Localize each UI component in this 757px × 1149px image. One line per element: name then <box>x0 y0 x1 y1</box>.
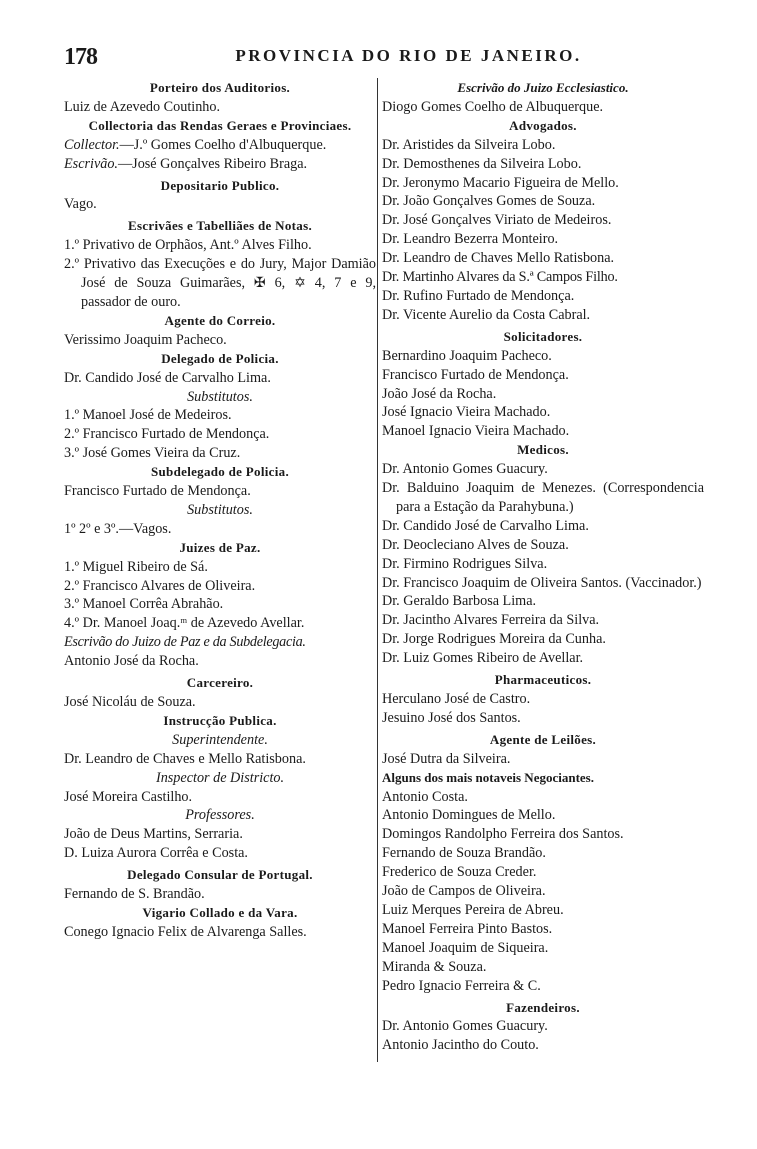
escrivao-paz-heading: Escrivão do Juizo de Paz e da Subdelegacia. <box>64 634 306 651</box>
solicitador-item: José Ignacio Vieira Machado. <box>382 404 551 421</box>
fazendeiros-heading: Fazendeiros. <box>506 999 580 1015</box>
carcereiro-heading: Carcereiro. <box>186 675 254 691</box>
advogado-item: Dr. Demosthenes da Silveira Lobo. <box>382 155 582 172</box>
negociante-item: João de Campos de Oliveira. <box>382 883 546 900</box>
advogado-item: Dr. Vicente Aurelio da Costa Cabral. <box>382 306 591 323</box>
vigario-name: Conego Ignacio Felix de Alvarenga Salles. <box>64 923 307 940</box>
negociantes-heading: Alguns dos mais notaveis Negociantes. <box>382 769 594 785</box>
inspector-name: José Moreira Castilho. <box>64 788 193 805</box>
correio-heading: Agente do Correio. <box>164 312 276 328</box>
right-column <box>382 79 704 1055</box>
juiz-item: 4.º Dr. Manoel Joaq.ᵐ de Azevedo Avellar. <box>64 615 305 632</box>
inspector-heading: Inspector de Districto. <box>155 769 285 786</box>
negociante-item: Luiz Merques Pereira de Abreu. <box>382 901 564 918</box>
solicitador-item: João José da Rocha. <box>382 385 497 402</box>
collectoria-escrivao-line <box>64 155 376 174</box>
superintendente-heading: Superintendente. <box>172 731 268 748</box>
delegado-name: Dr. Candido José de Carvalho Lima. <box>64 369 271 386</box>
subdelegado-substitutos-value: 1º 2º e 3º.—Vagos. <box>64 520 172 537</box>
professores-heading: Professores. <box>185 807 255 824</box>
advogados-heading: Advogados. <box>509 117 577 133</box>
pharmaceutico-item: Herculano José de Castro. <box>382 691 531 707</box>
delegado-substituto: 1.º Manoel José de Medeiros. <box>64 407 232 424</box>
negociante-item: Frederico de Souza Creder. <box>382 864 537 881</box>
porteiro-heading: Porteiro dos Auditorios. <box>149 80 291 95</box>
negociante-item: Fernando de Souza Brandão. <box>382 845 546 862</box>
subdelegado-substitutos-heading: Substitutos. <box>187 501 253 518</box>
solicitadores-heading: Solicitadores. <box>503 328 583 344</box>
solicitador-item: Bernardino Joaquim Pacheco. <box>382 347 552 364</box>
medico-item: Dr. Firmino Rodrigues Silva. <box>382 555 548 572</box>
subdelegado-heading: Subdelegado de Policia. <box>151 464 289 480</box>
collector-value: —J.º Gomes Coelho d'Albuquerque. <box>119 136 327 153</box>
collectoria-heading: Collectoria das Rendas Geraes e Provinciaes. <box>88 117 352 133</box>
fazendeiro-item: Antonio Jacintho do Couto. <box>382 1037 539 1054</box>
solicitador-item: Manoel Ignacio Vieira Machado. <box>382 423 570 440</box>
collectoria-escrivao-value: —José Gonçalves Ribeiro Braga. <box>117 155 308 172</box>
negociante-item: Pedro Ignacio Ferreira & C. <box>382 977 541 994</box>
negociante-item: Miranda & Souza. <box>382 958 487 975</box>
escrivaes-item: 2.º Privativo das Execuções e do Jury, Major Damião José de Souza Guimarães, ✠ 6, ✡ 4, 7 e 9, passador de ouro. <box>64 256 376 310</box>
eclesiastico-heading: Escrivão do Juizo Ecclesiastico. <box>457 80 629 95</box>
consular-heading: Delegado Consular de Portugal. <box>127 867 313 883</box>
delegado-heading: Delegado de Policia. <box>161 350 279 366</box>
leiloes-heading: Agente de Leilões. <box>489 731 597 747</box>
medico-item: Dr. Geraldo Barbosa Lima. <box>382 593 537 610</box>
advogado-item: Dr. Aristides da Silveira Lobo. <box>382 136 556 153</box>
negociante-item: Antonio Domingues de Mello. <box>382 807 556 824</box>
superintendente-name: Dr. Leandro de Chaves e Mello Ratisbona. <box>64 750 306 767</box>
page-number: 178 <box>64 44 97 70</box>
advogado-item: Dr. Leandro Bezerra Monteiro. <box>382 231 559 248</box>
juiz-item: 3.º Manoel Corrêa Abrahão. <box>64 596 224 613</box>
depositario-heading: Depositario Publico. <box>160 177 280 193</box>
escrivao-paz-name: Antonio José da Rocha. <box>64 653 199 670</box>
advogado-item: Dr. Martinho Alvares da S.ª Campos Filho. <box>382 269 618 286</box>
pharmaceutico-item: Jesuino José dos Santos. <box>382 709 521 726</box>
correio-name: Verissimo Joaquim Pacheco. <box>64 331 227 348</box>
professor-item: D. Luiza Aurora Corrêa e Costa. <box>64 845 248 862</box>
juiz-item: 1.º Miguel Ribeiro de Sá. <box>64 558 208 575</box>
advogado-item: Dr. Leandro de Chaves Mello Ratisbona. <box>382 250 615 267</box>
running-head: PROVINCIA DO RIO DE JANEIRO. <box>235 46 582 65</box>
advogado-item: Dr. João Gonçalves Gomes de Souza. <box>382 193 596 210</box>
leiloes-name: José Dutra da Silveira. <box>382 750 511 767</box>
solicitador-item: Francisco Furtado de Mendonça. <box>382 366 569 383</box>
negociante-item: Antonio Costa. <box>382 788 468 805</box>
eclesiastico-name: Diogo Gomes Coelho de Albuquerque. <box>382 98 604 115</box>
left-column <box>64 79 376 942</box>
porteiro-name: Luiz de Azevedo Coutinho. <box>64 98 221 115</box>
advogado-item: Dr. José Gonçalves Viriato de Medeiros. <box>382 212 612 229</box>
juiz-item: 2.º Francisco Alvares de Oliveira. <box>64 577 256 594</box>
medico-item: Dr. Candido José de Carvalho Lima. <box>382 517 589 534</box>
medico-item: Dr. Jacintho Alvares Ferreira da Silva. <box>382 612 600 629</box>
carcereiro-name: José Nicoláu de Souza. <box>64 694 196 710</box>
medico-item: Dr. Luiz Gomes Ribeiro de Avellar. <box>382 650 584 667</box>
medico-item: Dr. Deocleciano Alves de Souza. <box>382 536 569 553</box>
instrucao-heading: Instrucção Publica. <box>163 712 277 728</box>
negociante-item: Manoel Ferreira Pinto Bastos. <box>382 920 553 937</box>
consular-name: Fernando de S. Brandão. <box>64 886 205 903</box>
subdelegado-name: Francisco Furtado de Mendonça. <box>64 483 251 500</box>
negociante-item: Domingos Randolpho Ferreira dos Santos. <box>382 826 624 843</box>
escrivaes-heading: Escrivães e Tabelliães de Notas. <box>127 218 312 234</box>
collector-line <box>64 136 376 155</box>
medico-item: Dr. Jorge Rodrigues Moreira da Cunha. <box>382 631 606 648</box>
column-divider <box>377 78 378 1062</box>
fazendeiro-item: Dr. Antonio Gomes Guacury. <box>382 1018 548 1035</box>
delegado-substituto: 2.º Francisco Furtado de Mendonça. <box>64 426 270 443</box>
escrivaes-item: 1.º Privativo de Orphãos, Ant.º Alves Filho. <box>64 237 312 254</box>
collector-label: Collector. <box>64 136 120 153</box>
advogado-item: Dr. Jeronymo Macario Figueira de Mello. <box>382 174 619 191</box>
depositario-value: Vago. <box>64 196 97 213</box>
medico-item: Dr. Antonio Gomes Guacury. <box>382 461 548 478</box>
delegado-substituto: 3.º José Gomes Vieira da Cruz. <box>64 445 241 462</box>
medico-item: Dr. Balduino Joaquim de Menezes. (Correspondencia para a Estação da Parahybuna.) <box>382 480 704 515</box>
medicos-heading: Medicos. <box>517 442 569 458</box>
pharmaceuticos-heading: Pharmaceuticos. <box>494 672 592 688</box>
professor-item: João de Deus Martins, Serraria. <box>64 826 243 843</box>
advogado-item: Dr. Rufino Furtado de Mendonça. <box>382 287 575 304</box>
negociante-item: Manoel Joaquim de Siqueira. <box>382 939 549 956</box>
vigario-heading: Vigario Collado e da Vara. <box>142 904 298 920</box>
juizes-heading: Juizes de Paz. <box>179 539 261 555</box>
delegado-substitutos-heading: Substitutos. <box>187 388 253 405</box>
collectoria-escrivao-label: Escrivão. <box>64 155 118 172</box>
medico-item: Dr. Francisco Joaquim de Oliveira Santos. (Vaccinador.) <box>382 574 702 591</box>
